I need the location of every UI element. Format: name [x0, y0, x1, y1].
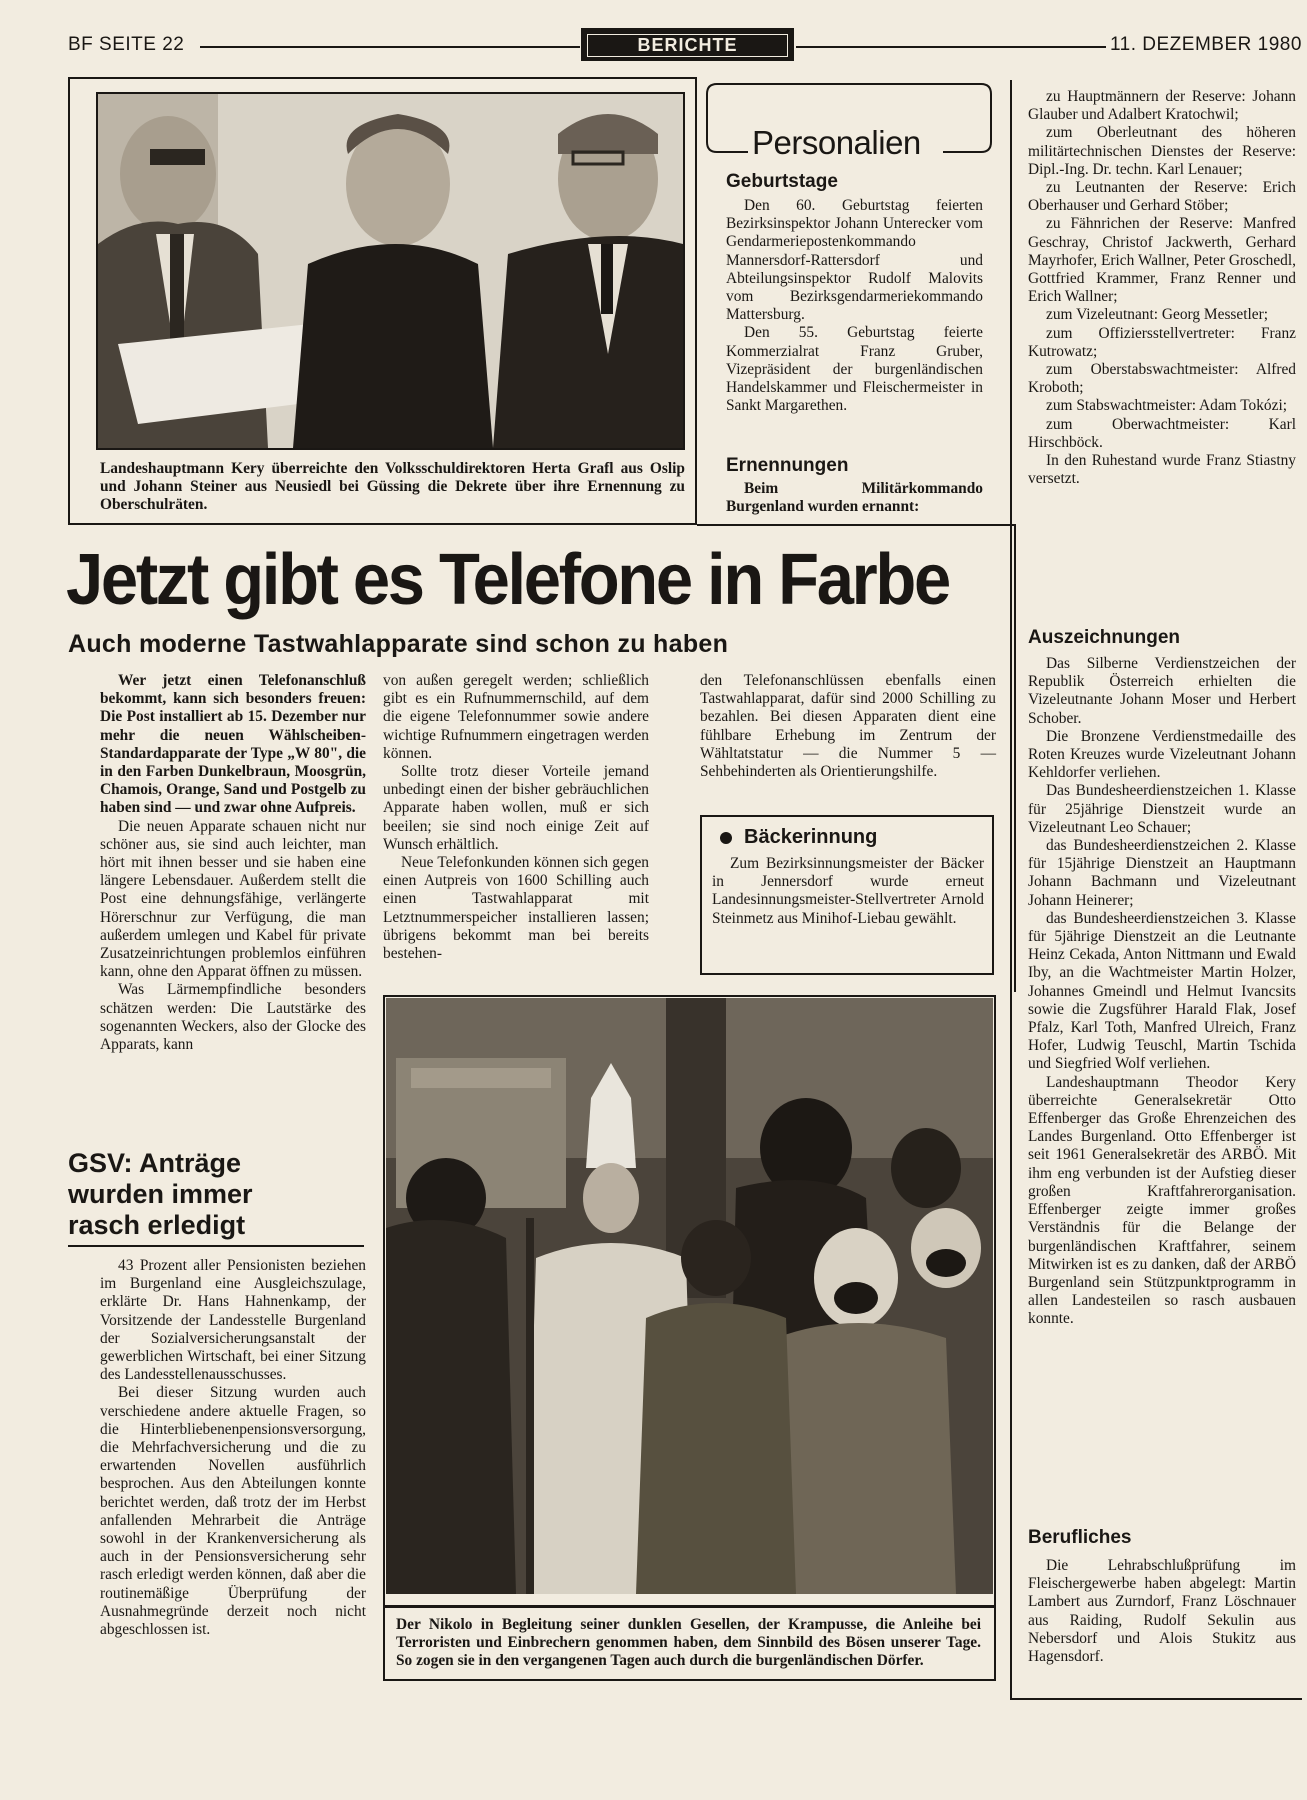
- headline-right-rule: [1014, 524, 1016, 992]
- ernennung-9: zum Oberwachtmeister: Karl Hirschböck.: [1028, 415, 1296, 451]
- ernennung-6: zum Offiziersstellvertreter: Franz Kutrowatz;: [1028, 324, 1296, 360]
- gsv-title: [68, 1148, 253, 1241]
- headline-subtitle: Auch moderne Tastwahlapparate sind schon zu haben: [68, 630, 729, 658]
- photo2-caption-left-rule: [383, 1606, 385, 1680]
- photo1-caption: Landeshauptmann Kery überreichte den Volksschuldirektoren Herta Grafl aus Oslip und Johann Steiner aus Neusiedl bei Güssing die Dekrete über ihre Ernennung zu Oberschulräten.: [100, 460, 685, 514]
- photo-nikolo: [386, 998, 993, 1594]
- photo-ceremony: [96, 92, 685, 450]
- section-label: BERICHTE: [587, 34, 788, 57]
- headline-title: Jetzt gibt es Telefone in Farbe: [66, 540, 949, 620]
- baecker-title: Bäckerinnung: [744, 826, 878, 848]
- gsv-p2: Bei dieser Sitzung wurden auch verschiedene andere aktuelle Fragen, so die Hinterbliebenenpensionsversorgung, die Mehrfachversicherung und die zu erwartenden Novellen ausführlich besprochen. Aus den Abteilungen konnte berichtet werden, daß trotz der im Herbst anfallenden Mehrarbeit die Anträge sowohl in der Krankenversicherung als auch in der Pensionsversicherung sehr rasch erledigt werden können, daß aber die routinemäßige Überprüfung der Ausnahmegründe derzeit noch nicht abgeschlossen ist.: [100, 1384, 366, 1639]
- telefon-col1: [100, 672, 366, 1054]
- photo2-caption-bottom-rule: [383, 1679, 996, 1681]
- personalien-text: [726, 197, 983, 415]
- headline-top-rule: [697, 524, 1015, 526]
- photo-ceremony-drawing: [98, 94, 683, 448]
- gsv-p1: 43 Prozent aller Pensionisten beziehen im Burgenland eine Ausgleichszulage, erklärte Dr. Hans Hahnenkamp, der Vorsitzende der Landesstelle Burgenland der Sozialversicherungsanstalt der gewerblichen Wirtschaft, bei einer Sitzung des Landesstellenausschusses.: [100, 1257, 366, 1384]
- baecker-text-wrap: [712, 855, 984, 928]
- berufliches-p1: Die Lehrabschlußprüfung im Fleischergewerbe haben abgelegt: Martin Lambert aus Zurndorf, Franz Löschnauer aus Raiding, Rudolf Sekulin aus Nebersdorf und Alois Stukitz aus Hagensdorf.: [1028, 1557, 1296, 1666]
- photo2-caption-right-rule: [994, 1606, 996, 1680]
- header-rule-right: [796, 46, 1106, 48]
- gsv-title-line2: wurden immer: [68, 1179, 253, 1209]
- ernennungen-intro-wrap: [726, 480, 983, 516]
- auszeichnung-4: das Bundesheerdienstzeichen 2. Klasse für 15jährige Dienstzeit an Hauptmann Johann Bachmann und Vizeleutnant Johann Heinerer;: [1028, 837, 1296, 909]
- photo2-caption-rule: [383, 1606, 996, 1608]
- ernennung-7: zum Oberstabswachtmeister: Alfred Kroboth;: [1028, 361, 1296, 397]
- ernennung-3: zu Leutnanten der Reserve: Erich Oberhauser und Gerhard Stöber;: [1028, 179, 1296, 215]
- geburtstage-p1: Den 60. Geburtstag feierten Bezirksinspektor Johann Unterecker vom Gendarmeriepostenkommando Mannersdorf-Rattersdorf und Abteilungsinspektor Rudolf Malovits vom Bezirksgendarmeriekommando Mattersburg.: [726, 197, 983, 324]
- auszeichnungen-heading: Auszeichnungen: [1028, 627, 1181, 648]
- gsv-title-line1: GSV: Anträge: [68, 1148, 242, 1178]
- telefon-col2-p2: Sollte trotz dieser Vorteile jemand unbedingt einen der bisher gebräuchlichen Apparate haben wollen, muß er sich beeilen; sie sind noch einige Zeit auf Wunsch erhältlich.: [383, 763, 649, 853]
- baecker-text: Zum Bezirksinnungsmeister der Bäcker in Jennersdorf wurde erneut Landesinnungsmeister-Stellvertreter Arnold Steinmetz aus Minihof-Liebau gewählt.: [712, 855, 984, 927]
- telefon-col1-p1: Wer jetzt einen Telefonanschluß bekommt, kann sich besonders freuen: Die Post installiert ab 15. Dezember nur mehr die neuen Wählscheiben-Standardapparate der Type „W 80", die in den Farben Dunkelbraun, Moosgrün, Chamois, Orange, Sand und Postgelb zu haben sind — und zwar ohne Aufpreis.: [100, 672, 366, 817]
- gsv-title-line3: rasch erledigt: [68, 1210, 246, 1240]
- header-rule-left: [200, 46, 580, 48]
- personalien-title: Personalien: [748, 124, 925, 162]
- telefon-col2: [383, 672, 649, 963]
- auszeichnung-1: Das Silberne Verdienstzeichen der Republik Österreich erhielten die Vizeleutnante Johann Moser und Herbert Schober.: [1028, 655, 1296, 727]
- telefon-col2-p1: von außen geregelt werden; schließlich gibt es ein Rufnummernschild, auf dem die eigene Telefonnummer sowie andere wichtige Rufnummern eingetragen werden können.: [383, 672, 649, 762]
- photo2-caption: Der Nikolo in Begleitung seiner dunklen Gesellen, der Krampusse, die Anleihe bei Terroristen und Einbrechern genommen haben, dem Sinnbild des Bösen unserer Tage. So zogen sie in den vergangenen Tagen auch durch die burgenländischen Dörfer.: [396, 1616, 981, 1670]
- baecker-bullet: [720, 832, 732, 844]
- ernennung-10: In den Ruhestand wurde Franz Stiastny versetzt.: [1028, 452, 1296, 488]
- page-label: BF SEITE 22: [68, 34, 185, 55]
- telefon-col1-p2: Die neuen Apparate schauen nicht nur schöner aus, sie sind auch leichter, man hört mit ihnen besser und sie haben eine längere Lebensdauer. Außerdem stellt die Post eine dehnungsfähige, verlängerte Hörerschnur zur Verfügung, die man außerdem umlegen und Kabel für private Zusatzeinrichtungen problemlos einführen kann, ohne den Apparat öffnen zu müssen.: [100, 817, 366, 981]
- right-column-frame-bottom: [1010, 1698, 1302, 1700]
- right-berufliches: [1028, 1557, 1296, 1666]
- auszeichnung-6: Landeshauptmann Theodor Kery überreichte Generalsekretär Otto Effenberger das Große Ehrenzeichen des Landes Burgenland. Otto Effenberger ist seit 1961 Generalsekretär des ARBÖ. Mit ihm eng verbunden ist der Aufstieg dieser großen Kraftfahrerorganisation. Effenberger zeigte immer großes Verständnis für die Belange der burgenländischen Kraftfahrer, seinem Mitwirken ist es zu danken, daß der ARBÖ Burgenland sein Stützpunktprogramm in allen Landesteilen so rasch ausbauen konnte.: [1028, 1073, 1296, 1328]
- auszeichnung-3: Das Bundesheerdienstzeichen 1. Klasse für 25jährige Dienstzeit wurde an Vizeleutnant Leo Schauer;: [1028, 782, 1296, 836]
- ernennung-4: zu Fähnrichen der Reserve: Manfred Geschray, Christof Jackwerth, Gerhard Mayrhofer, Erich Wallner, Peter Groschedl, Gottfried Krammer, Franz Renner und Erich Wallner;: [1028, 215, 1296, 306]
- gsv-text: [100, 1257, 366, 1639]
- ernennung-8: zum Stabswachtmeister: Adam Tokózi;: [1046, 397, 1287, 415]
- ernennung-5: zum Vizeleutnant: Georg Messetler;: [1046, 306, 1269, 324]
- berufliches-heading: Berufliches: [1028, 1527, 1132, 1548]
- right-column-frame: [1010, 80, 1012, 1700]
- ernennung-1: zu Hauptmännern der Reserve: Johann Glauber und Adalbert Kratochwil;: [1028, 88, 1296, 124]
- section-label-box: [581, 28, 794, 61]
- telefon-col3-p1: den Telefonanschlüssen ebenfalls einen Tastwahlapparat, dafür sind 2000 Schilling zu bezahlen. Bei diesen Apparaten dient eine fühlbare Erhebung im Zentrum der Wähltatstatur — die Nummer 5 — Sehbehinderten als Orientierungshilfe.: [700, 672, 996, 781]
- right-auszeichnungen: [1028, 655, 1296, 1329]
- ernennungen-intro: Beim Militärkommando Burgenland wurden ernannt:: [726, 480, 983, 516]
- geburtstage-heading: Geburtstage: [726, 171, 838, 192]
- ernennungen-heading: Ernennungen: [726, 455, 849, 476]
- issue-date: 11. DEZEMBER 1980: [1110, 34, 1302, 55]
- auszeichnung-2: Die Bronzene Verdienstmedaille des Roten Kreuzes wurde Vizeleutnant Johann Kehldorfer verliehen.: [1028, 727, 1296, 782]
- right-ernennungen: [1028, 88, 1296, 488]
- telefon-col1-p3: Was Lärmempfindliche besonders schätzen werden: Die Lautstärke des sogenannten Weckers, also der Glocke des Apparats, kann: [100, 981, 366, 1054]
- gsv-title-rule: [68, 1245, 364, 1247]
- photo-nikolo-drawing: [386, 998, 993, 1594]
- auszeichnung-5: das Bundesheerdienstzeichen 3. Klasse für 5jährige Dienstzeit an die Leutnante Heinz Cekada, Anton Nittmann und Ewald Iby, an die Wachtmeister Martin Holzer, Johannes Gmeindl und Helmut Ivancsits sowie die Zugsführer Harald Flak, Josef Pfalz, Karl Toth, Manfred Ulreich, Franz Hofer, Ludwig Teuschl, Martin Tschida und Siegfried Wolf verliehen.: [1028, 909, 1296, 1073]
- geburtstage-p2: Den 55. Geburtstag feierte Kommerzialrat Franz Gruber, Vizepräsident der burgenländischen Handelskammer und Fleischermeister in Sankt Margarethen.: [726, 324, 983, 415]
- telefon-col3: [700, 672, 996, 781]
- ernennung-2: zum Oberleutnant des höheren militärtechnischen Dienstes der Reserve: Dipl.-Ing. Dr. techn. Karl Lenauer;: [1028, 124, 1296, 178]
- telefon-col2-p3: Neue Telefonkunden können sich gegen einen Autpreis von 1600 Schilling auch einen Tastwahlapparat mit Letztnummerspeicher installieren lassen; übrigens bekommt man bei bereits bestehen-: [383, 854, 649, 963]
